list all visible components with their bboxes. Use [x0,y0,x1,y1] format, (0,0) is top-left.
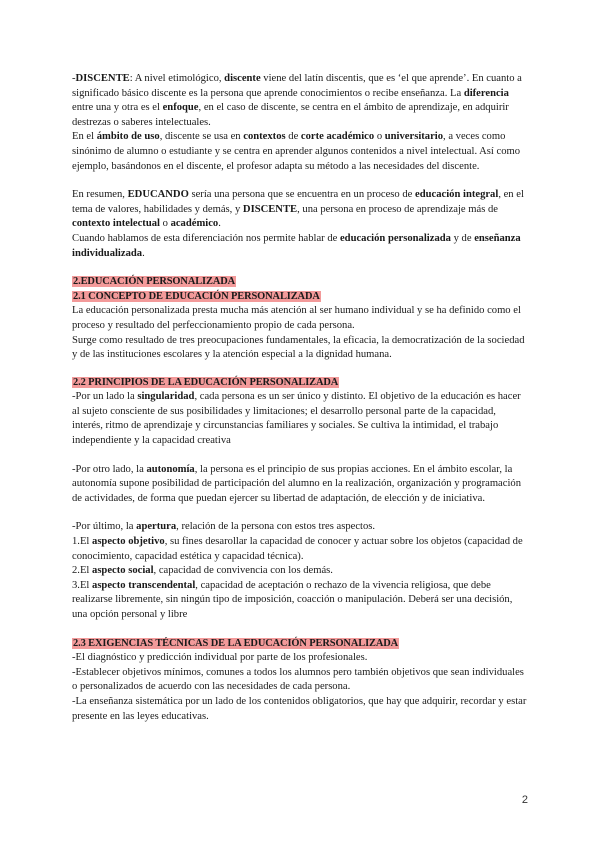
subsection-heading-2-2: 2.2 PRINCIPIOS DE LA EDUCACIÓN PERSONALIZADA [73,376,339,388]
paragraph-concepto-2: Surge como resultado de tres preocupaciones fundamentales, la eficacia, la democratización de la sociedad y de las instituciones escolares y la atención especial a la dignidad humana. [72,334,525,361]
page-number: 2 [521,794,528,806]
paragraph-differentiation: Cuando hablamos de esta diferenciación nos permite hablar de educación personalizada y de enseñanza individualizada. [72,232,521,259]
paragraph-discente-etymology: -DISCENTE: A nivel etimológico, discente viene del latín discentis, que es ‘el que aprende’. En cuanto a significado básico discente es la persona que aprende conocimientos o recibe enseñanza. La diferencia entre una y otra es el enfoque, en el caso de discente, se centra en el ámbito de aprendizaje, en adquirir destrezas o saberes intelectuales. [72,73,522,128]
paragraph-concepto-1: La educación personalizada presta mucha más atención al ser humano individual y se ha definido como el proceso y resultado del perfeccionamiento propio de cada persona. [72,305,521,331]
list-item-exigencia: -Establecer objetivos mínimos, comunes a todos los alumnos pero también objetivos que sean individuales o personalizados de acuerdo con las necesidades de cada persona. [72,666,524,693]
section-heading-2: 2.EDUCACIÓN PERSONALIZADA [73,276,236,288]
list-item-aspecto: 2.El aspecto social, capacidad de convivencia con los demás. [72,565,333,577]
paragraph-discente-use: En el ámbito de uso, discente se usa en contextos de corte académico o universitario, a veces como sinónimo de alumno o estudiante y se centra en aprender algunos contenidos a nivel intelectual. Así como ejemplo, basándonos en el discente, el profesor adapta su método a las necesidades del discente. [72,131,521,172]
paragraph-singularidad: -Por un lado la singularidad, cada persona es un ser único y distinto. El objetivo de la educación es hacer al sujeto consciente de sus posibilidades y limitaciones; el desarrollo personal parte de la capacidad, interés, ritmo de aprendizaje y circunstancias familiares y sociales. Se cultiva la intimidad, el trabajo independiente y la capacidad creativa [72,391,521,447]
subsection-heading-2-3: 2.3 EXIGENCIAS TÉCNICAS DE LA EDUCACIÓN PERSONALIZADA [73,637,399,649]
list-item-aspecto: 1.El aspecto objetivo, su fines desarollar la capacidad de conocer y actuar sobre los objetos (capacidad de conocimiento, capacidad estética y capacidad técnica). [72,536,523,562]
list-item-exigencia: -El diagnóstico y predicción individual por parte de los profesionales. [72,652,368,664]
paragraph-apertura: -Por último, la apertura, relación de la persona con estos tres aspectos. [72,521,376,533]
list-item-aspecto: 3.El aspecto transcendental, capacidad de aceptación o rechazo de la vivencia religiosa, que debe realizarse libremente, sin ningún tipo de imposición, coacción o manipulación. Deberá ser una decisión, una opción personal y libre [72,579,513,620]
paragraph-autonomia: -Por otro lado, la autonomía, la persona es el principio de sus propias acciones. En el ámbito escolar, la autonomía supone posibilidad de participación del alumno en la realización, organización y programación de actividades, de forma que puedan ejercer su libertad de adaptación, de elección y de iniciativa. [72,463,522,504]
paragraph-summary: En resumen, EDUCANDO sería una persona que se encuentra en un proceso de educación integral, en el tema de valores, habilidades y demás, y DISCENTE, una persona en proceso de aprendizaje más de contexto intelectual o académico. [72,189,524,230]
subsection-heading-2-1: 2.1 CONCEPTO DE EDUCACIÓN PERSONALIZADA [73,290,320,302]
list-item-exigencia: -La enseñanza sistemática por un lado de los contenidos obligatorios, que hay que adquirir, recordar y estar presente en las leyes educativas. [72,695,527,722]
page-content [72,72,528,724]
